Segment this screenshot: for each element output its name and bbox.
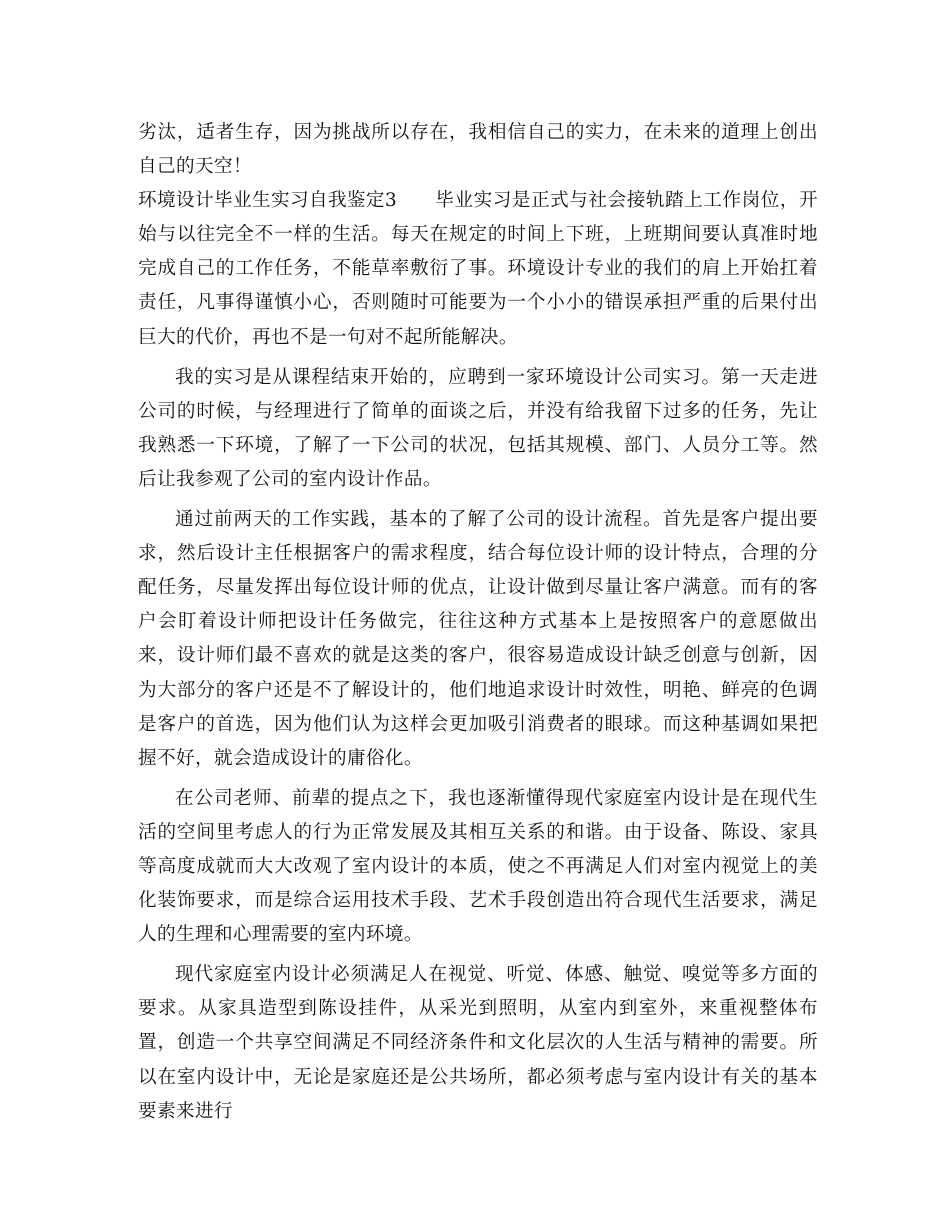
paragraph-section-3 — [138, 184, 818, 354]
paragraph-modern-design: 在公司老师、前辈的提点之下，我也逐渐懂得现代家庭室内设计是在现代生活的空间里考虑人的行为正常发展及其相互关系的和谐。由于设备、陈设、家具等高度成就而大大改观了室内设计的本质，使之不再满足人们对室内视觉上的美化装饰要求，而是综合运用技术手段、艺术手段创造出符合现代生活要求，满足人的生理和心理需要的室内环境。 — [138, 787, 818, 946]
section-heading: 环境设计毕业生实习自我鉴定3 — [138, 190, 398, 212]
paragraph-requirements: 现代家庭室内设计必须满足人在视觉、听觉、体感、触觉、嗅觉等多方面的要求。从家具造型到陈设挂件，从采光到照明，从室内到室外，来重视整体布置，创造一个共享空间满足不同经济条件和文化层次的人生活与精神的需要。所以在室内设计中，无论是家庭还是公共场所，都必须考虑与室内设计有关的基本要素来进行 — [138, 964, 818, 1122]
paragraph-continuation: 劣汰，适者生存，因为挑战所以存在，我相信自己的实力，在未来的道理上创出自己的天空！ — [138, 122, 818, 178]
section-body: 毕业实习是正式与社会接轨踏上工作岗位，开始与以往完全不一样的生活。每天在规定的时间上下班，上班期间要认真准时地完成自己的工作任务，不能草率敷衍了事。环境设计专业的我们的肩上开始扛着责任，凡事得谨慎小心，否则随时可能要为一个小小的错误承担严重的后果付出巨大的代价，再也不是一句对不起所能解决。 — [138, 190, 818, 348]
paragraph-internship-start: 我的实习是从课程结束开始的，应聘到一家环境设计公司实习。第一天走进公司的时候，与经理进行了简单的面谈之后，并没有给我留下过多的任务，先让我熟悉一下环境，了解了一下公司的状况，包括其规模、部门、人员分工等。然后让我参观了公司的室内设计作品。 — [138, 366, 818, 490]
paragraph-design-process: 通过前两天的工作实践，基本的了解了公司的设计流程。首先是客户提出要求，然后设计主任根据客户的需求程度，结合每位设计师的设计特点，合理的分配任务，尽量发挥出每位设计师的优点，让设计做到尽量让客户满意。而有的客户会盯着设计师把设计任务做完，往往这种方式基本上是按照客户的意愿做出来，设计师们最不喜欢的就是这类的客户，很容易造成设计缺乏创意与创新，因为大部分的客户还是不了解设计的，他们地追求设计时效性，明艳、鲜亮的色调是客户的首选，因为他们认为这样会更加吸引消费者的眼球。而这种基调如果把握不好，就会造成设计的庸俗化。 — [138, 509, 818, 769]
document-body — [138, 116, 818, 1129]
